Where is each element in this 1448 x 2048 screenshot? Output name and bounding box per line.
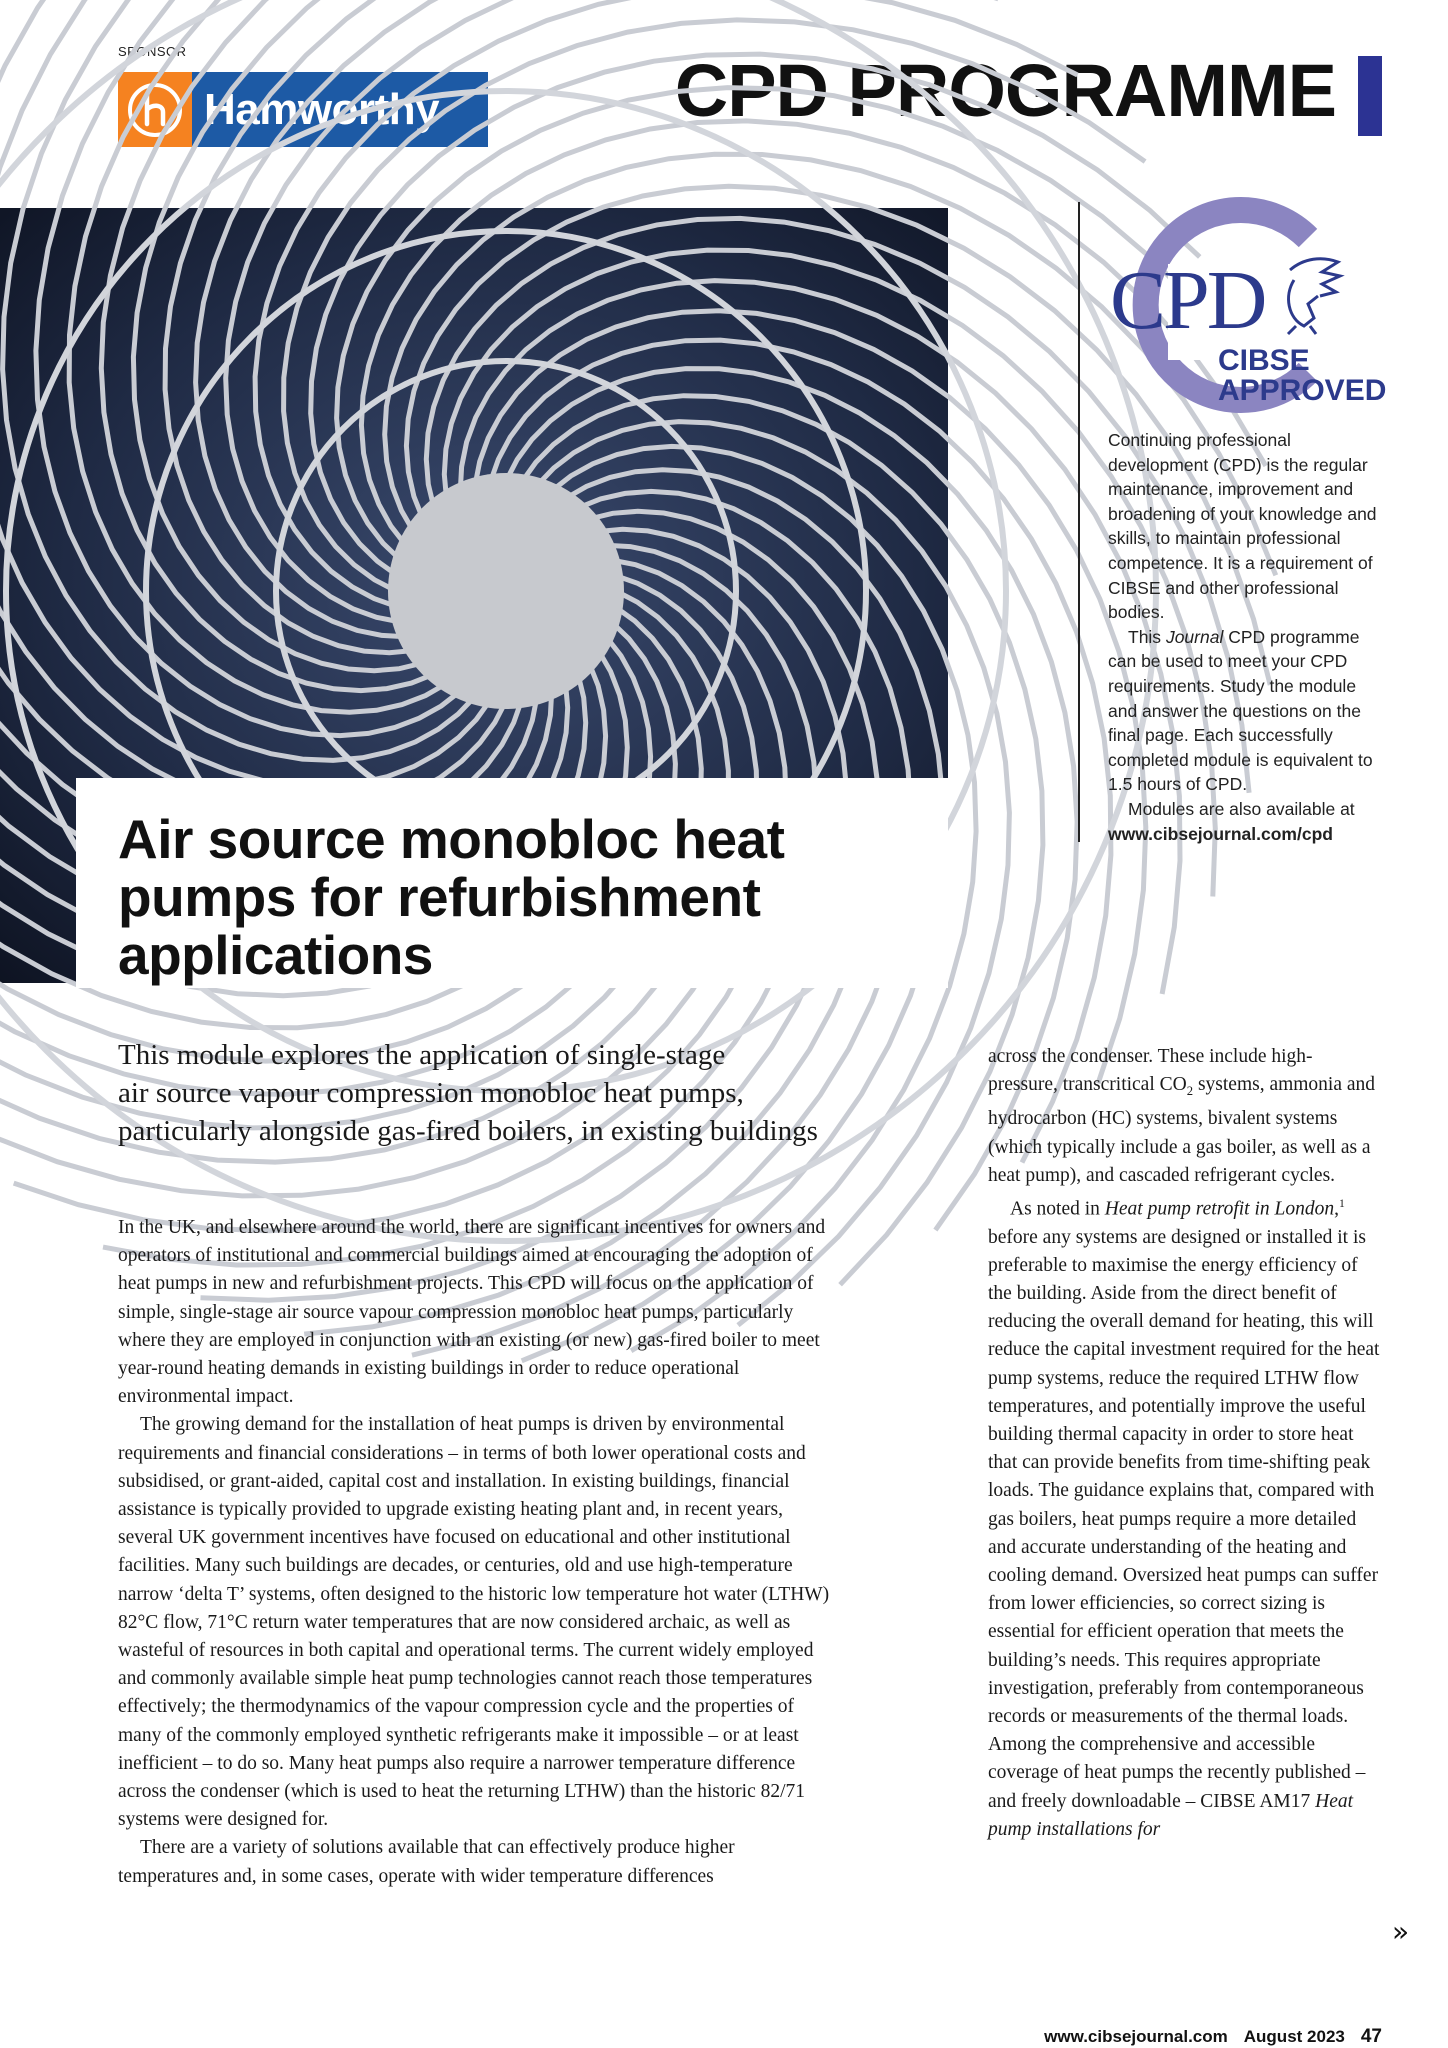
body-paragraph: There are a variety of solutions available that can effectively produce higher temperatures and, in some cases, operate with wider temperature differences: [118, 1837, 735, 1887]
badge-cibse-text: CIBSE: [1218, 344, 1310, 377]
continue-arrow-icon: »: [1392, 1915, 1410, 1948]
standfirst-line: air source vapour compression monobloc heat pumps,: [118, 1077, 744, 1109]
body-column-left: [118, 1214, 838, 1891]
body-paragraph: In the UK, and elsewhere around the world, there are significant incentives for owners and operators of institutional and commercial buildings aimed at encouraging the adoption of heat pumps in new and refurbishment projects. This CPD will focus on the application of simple, single-stage air source vapour compression monobloc heat pumps, particularly where they are employed in conjunction with an existing (or new) gas-fired boiler to meet year-round heating demands in existing buildings in order to reduce operational environmental impact.: [118, 1217, 826, 1408]
standfirst-line: This module explores the application of single-stage: [118, 1039, 726, 1071]
title-line: applications: [118, 924, 433, 986]
article-title: [118, 810, 918, 984]
badge-cpd-text: CPD: [1110, 254, 1265, 347]
cpd-info-paragraph: Modules are also available at www.cibsejournal.com/cpd: [1108, 798, 1355, 844]
title-line: Air source monobloc heat: [118, 808, 785, 870]
fan-hub: [388, 473, 624, 709]
footer-site[interactable]: www.cibsejournal.com: [1044, 2027, 1228, 2046]
page-footer: [1044, 2026, 1382, 2048]
badge-approved-text: APPROVED: [1218, 374, 1387, 407]
body-paragraph: As noted in Heat pump retrofit in London,$^1$ before any systems are designed or installed it is preferable to maximise the energy efficiency of the building. Aside from the direct benefit of reducing the overall demand for heating, this will reduce the capital investment required for the heat pump systems, reduce the required LTHW flow temperatures, and potentially improve the useful building thermal capacity in order to store heat that can provide benefits from time-shifting peak loads. The guidance explains that, compared with gas boilers, heat pumps require a more detailed and accurate understanding of the heating and cooling demand. Oversized heat pumps can suffer from lower efficiencies, so correct sizing is essential for efficient operation that meets the building’s needs. This requires appropriate investigation, preferably from contemporaneous records or measurements of the thermal loads. Among the comprehensive and accessible coverage of heat pumps the recently published – and freely downloadable – CIBSE AM17 Heat pump installations for: [988, 1196, 1380, 1840]
programme-title: CPD PROGRAMME: [674, 49, 1336, 132]
cpd-url-link[interactable]: www.cibsejournal.com/cpd: [1108, 823, 1333, 844]
body-paragraph: across the condenser. These include high-pressure, transcritical $CO_2$ systems, ammonia and hydrocarbon (HC) systems, bivalent systems (which typically include a gas boiler, as well as a heat pump), and cascaded refrigerant cycles.: [988, 1046, 1376, 1186]
footer-issue: August 2023: [1243, 2027, 1345, 2046]
sidebar-divider: [1078, 202, 1080, 842]
cpd-info-paragraph: Continuing professional development (CPD) is the regular maintenance, improvement and broadening of your knowledge and skills, to maintain professional competence. It is a requirement of CIBSE and other professional bodies.: [1108, 430, 1377, 623]
cpd-info-paragraph: This Journal CPD programme can be used to meet your CPD requirements. Study the module and answer the questions on the final page. Each successfully completed module is equivalent to 1.5 hours of CPD.: [1108, 626, 1373, 795]
sponsor-label: SPONSOR: [118, 44, 187, 59]
body-paragraph: The growing demand for the installation of heat pumps is driven by environmental requirements and financial considerations – in terms of both lower operational costs and subsidised, or grant-aided, capital cost and installation. In existing buildings, financial assistance is typically provided to upgrade existing heating plant and, in recent years, several UK government incentives have focused on educational and other institutional facilities. Many such buildings are decades, or centuries, old and use high-temperature narrow ‘delta T’ systems, often designed to the historic low temperature hot water (LTHW) 82°C flow, 71°C return water temperatures that are now considered archaic, as well as wasteful of resources in both capital and operational terms. The current widely employed and commonly available simple heat pump technologies cannot reach those temperatures effectively; the thermodynamics of the vapour compression cycle and the properties of many of the commonly employed synthetic refrigerants make it impossible – or at least inefficient – to do so. Many heat pumps also require a narrower temperature difference across the condenser (which is used to heat the returning LTHW) than the historic 82/71 systems were designed for.: [118, 1414, 830, 1831]
body-column-right: [988, 1043, 1382, 1844]
programme-accent-bar: [1358, 56, 1382, 136]
sponsor-name: Hamworthy: [192, 72, 488, 147]
standfirst-line: particularly alongside gas-fired boilers, in existing buildings: [118, 1115, 818, 1147]
cpd-info-text: [1108, 428, 1386, 846]
page-number: 47: [1360, 2026, 1382, 2047]
standfirst: [118, 1036, 918, 1150]
title-line: pumps for refurbishment: [118, 866, 761, 928]
cpd-cibse-approved-badge: [1108, 200, 1387, 410]
